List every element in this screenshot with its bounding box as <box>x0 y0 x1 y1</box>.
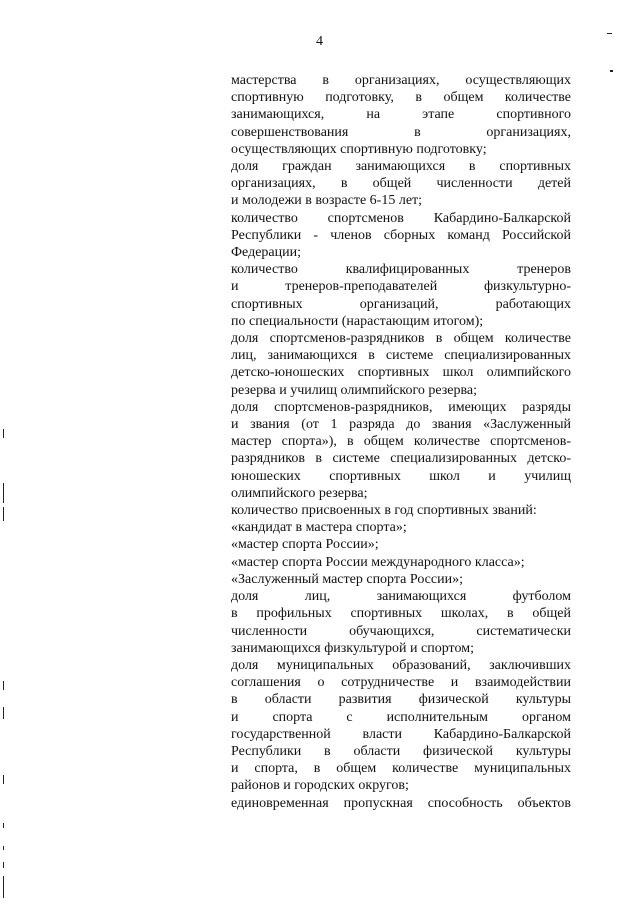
paragraph <box>231 657 571 795</box>
paragraph-line: спортивную подготовку, в общем количестве <box>231 90 571 106</box>
scan-edge-mark <box>3 707 4 719</box>
paragraph-line: и молодежи в возрасте 6-15 лет; <box>231 193 423 209</box>
paragraph-line: доля граждан занимающихся в спортивных <box>231 159 571 175</box>
page-number: 4 <box>316 34 323 49</box>
paragraph-line: численности обучающихся, систематически <box>231 623 571 639</box>
paragraph-line: и тренеров-преподавателей физкультурно- <box>231 279 571 295</box>
paragraph-line: организациях, в общей численности детей <box>231 176 571 192</box>
paragraph-line: «мастер спорта России»; <box>231 537 379 553</box>
scan-edge-mark <box>3 681 4 690</box>
paragraph-line: занимающихся, на этапе спортивного <box>231 107 571 123</box>
scan-edge-mark <box>3 862 4 868</box>
paragraph-line: резерва и училищ олимпийского резерва; <box>231 382 478 398</box>
paragraph-line: количество присвоенных в год спортивных званий: <box>231 503 537 519</box>
paragraph <box>231 519 571 536</box>
paragraph-line: мастер спорта»), в общем количестве спортсменов- <box>231 434 571 450</box>
paragraph-line: совершенствования в организациях, <box>231 124 571 140</box>
paragraph <box>231 330 571 399</box>
paragraph-line: по специальности (нарастающим итогом); <box>231 313 484 329</box>
paragraph-line: юношеских спортивных школ и училищ <box>231 468 571 484</box>
paragraph-line: мастерства в организациях, осуществляющих <box>231 73 571 88</box>
scan-edge-mark <box>3 876 4 898</box>
scan-edge-mark <box>3 429 4 438</box>
paragraph-line: и звания (от 1 разряда до звания «Заслуженный <box>231 417 571 433</box>
scan-edge-mark <box>3 823 4 828</box>
paragraph-line: доля спортсменов-разрядников, имеющих разряды <box>231 399 571 415</box>
paragraph-line: «кандидат в мастера спорта»; <box>231 520 407 536</box>
paragraph-line: количество квалифицированных тренеров <box>231 262 571 278</box>
paragraph <box>231 554 571 571</box>
paragraph-line: олимпийского резерва; <box>231 485 368 501</box>
paragraph <box>231 261 571 330</box>
scan-artifact-mark <box>607 33 612 34</box>
paragraph-line: лиц, занимающихся в системе специализированных <box>231 348 571 364</box>
paragraph-line: и спорта с исполнительным органом <box>231 709 571 725</box>
paragraph <box>231 795 571 812</box>
paragraph <box>231 588 571 657</box>
paragraph-line: районов и городских округов; <box>231 778 409 794</box>
paragraph <box>231 571 571 588</box>
paragraph-line: в области развития физической культуры <box>231 692 571 708</box>
paragraph <box>231 502 571 519</box>
paragraph-line: единовременная пропускная способность объектов <box>231 795 571 811</box>
scan-edge-mark <box>3 775 4 784</box>
paragraph <box>231 72 571 158</box>
paragraph-line: доля спортсменов-разрядников в общем количестве <box>231 331 571 347</box>
paragraph-line: разрядников в системе специализированных детско- <box>231 451 571 467</box>
paragraph-line: в профильных спортивных школах, в общей <box>231 606 571 622</box>
paragraph-line: «Заслуженный мастер спорта России»; <box>231 571 463 587</box>
paragraph-line: занимающихся физкультурой и спортом; <box>231 640 474 656</box>
paragraph <box>231 399 571 502</box>
paragraph-line: доля муниципальных образований, заключивших <box>231 657 571 673</box>
paragraph-line: соглашения о сотрудничестве и взаимодействии <box>231 675 571 691</box>
paragraph-line: Республики - членов сборных команд Российской <box>231 227 571 243</box>
paragraph-line: «мастер спорта России международного класса»; <box>231 554 525 570</box>
paragraph-line: Республики в области физической культуры <box>231 743 571 759</box>
paragraph-line: государственной власти Кабардино-Балкарской <box>231 726 571 742</box>
scan-edge-mark <box>3 507 4 521</box>
paragraph <box>231 536 571 553</box>
paragraph-line: количество спортсменов Кабардино-Балкарской <box>231 210 571 226</box>
paragraph <box>231 158 571 210</box>
paragraph <box>231 210 571 262</box>
scan-edge-mark <box>3 846 4 850</box>
paragraph-line: и спорта, в общем количестве муниципальных <box>231 761 571 777</box>
paragraph-line: Федерации; <box>231 245 302 261</box>
paragraph-line: спортивных организаций, работающих <box>231 296 571 312</box>
paragraph-line: доля лиц, занимающихся футболом <box>231 589 571 605</box>
document-body <box>231 72 571 812</box>
scan-artifact-mark <box>610 70 613 72</box>
paragraph-line: осуществляющих спортивную подготовку; <box>231 141 487 157</box>
scan-edge-mark <box>3 483 4 503</box>
paragraph-line: детско-юношеских спортивных школ олимпийского <box>231 365 571 381</box>
